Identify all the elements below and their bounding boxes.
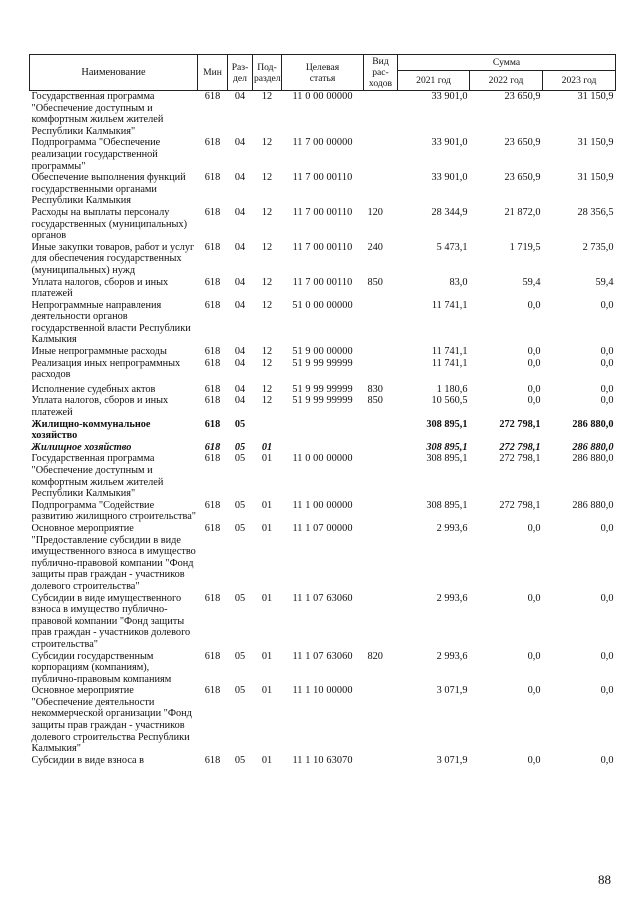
row-target-article: 51 9 99 99999	[292, 357, 353, 369]
header-target-article	[282, 55, 364, 91]
table-row	[30, 358, 616, 381]
row-sum-2022: 23 650,9	[504, 137, 541, 149]
table-row	[30, 395, 616, 418]
row-name: Жилищное хозяйство	[31, 441, 132, 453]
row-section: 04	[234, 346, 246, 358]
row-sum-2023: 0,0	[600, 592, 614, 604]
row-target-article: 51 9 00 00000	[292, 346, 353, 358]
row-sum-2021: 11 741,1	[431, 357, 468, 369]
row-ministry: 618	[204, 357, 221, 369]
row-expense-type	[364, 755, 398, 767]
row-sum-2023: 0,0	[600, 685, 614, 697]
row-sum-2021: 11 741,1	[431, 346, 468, 358]
row-sum-2021: 1 180,6	[436, 383, 468, 395]
row-sum-2023: 0,0	[600, 754, 614, 766]
row-name: Жилищно-коммунальное хозяйство	[31, 418, 151, 442]
row-target-article: 51 9 99 99999	[292, 383, 353, 395]
row-sum-2022: 0,0	[527, 592, 541, 604]
row-sum-2022: 23 650,9	[504, 172, 541, 184]
row-section: 05	[234, 441, 246, 453]
row-sum-2021: 33 901,0	[431, 91, 468, 102]
row-target-article: 11 1 10 63070	[292, 754, 353, 766]
row-ministry: 618	[204, 754, 221, 766]
row-subsection: 12	[261, 357, 273, 369]
row-subsection: 12	[261, 206, 273, 218]
row-sum-2021: 83,0	[449, 276, 468, 288]
row-sum-2023: 0,0	[600, 522, 614, 534]
table-row	[30, 755, 616, 767]
row-sum-2022: 1 719,5	[509, 241, 541, 253]
row-expense-type	[364, 453, 398, 499]
row-target-article: 11 1 10 00000	[292, 685, 353, 697]
table-row	[30, 593, 616, 651]
row-sum-2022: 0,0	[527, 650, 541, 662]
table-row	[30, 277, 616, 300]
row-subsection: 01	[261, 592, 273, 604]
row-expense-type: 850	[367, 395, 383, 407]
table-row	[30, 523, 616, 593]
row-sum-2023: 31 150,9	[577, 91, 614, 102]
row-sum-2022: 0,0	[527, 685, 541, 697]
row-expense-type	[364, 172, 398, 207]
row-target-article: 11 7 00 00110	[292, 206, 353, 218]
header-name: Наименование	[30, 55, 198, 91]
header-year-2023: 2023 год	[543, 71, 616, 91]
row-name: Основное мероприятие "Предоставление субсидии в виде имущественного взноса в имущество публично-правовой компании "Фонд защиты прав граждан - участников долевого строительства"	[31, 522, 196, 592]
row-section: 04	[234, 137, 246, 149]
row-sum-2023: 2 735,0	[582, 241, 614, 253]
header-target-article-label: Целевая статья	[305, 61, 340, 84]
header-sum: Сумма	[398, 55, 616, 71]
row-section: 04	[234, 299, 246, 311]
row-expense-type	[364, 442, 398, 454]
row-target-article: 51 9 99 99999	[292, 395, 353, 407]
row-sum-2023: 31 150,9	[577, 137, 614, 149]
row-expense-type	[364, 419, 398, 442]
row-target-article: 11 1 07 00000	[292, 522, 353, 534]
row-sum-2023: 286 880,0	[572, 441, 614, 453]
row-subsection: 12	[261, 137, 273, 149]
row-sum-2021: 5 473,1	[436, 241, 468, 253]
row-name: Государственная программа "Обеспечение доступным и комфортным жильем жителей Республики Калмыкия"	[31, 453, 164, 500]
row-section: 04	[234, 241, 246, 253]
table-row	[30, 442, 616, 454]
row-name: Субсидии государственным корпорациям (компаниям), публично-правовым компаниям	[31, 650, 172, 685]
row-sum-2023: 0,0	[600, 395, 614, 407]
header-razdel-label: Раз- дел	[231, 61, 249, 84]
row-subsection: 12	[261, 172, 273, 184]
table-row	[30, 500, 616, 523]
row-ministry: 618	[204, 499, 221, 511]
row-sum-2021: 28 344,9	[431, 206, 468, 218]
row-ministry: 618	[204, 299, 221, 311]
row-sum-2021: 308 895,1	[426, 453, 468, 465]
row-name: Государственная программа "Обеспечение доступным и комфортным жильем жителей Республики Калмыкия"	[31, 91, 164, 137]
row-sum-2023: 0,0	[600, 650, 614, 662]
header-expense-type	[364, 55, 398, 91]
row-sum-2022: 21 872,0	[504, 206, 541, 218]
row-subsection: 12	[261, 241, 273, 253]
row-ministry: 618	[204, 685, 221, 697]
row-target-article: 11 7 00 00110	[292, 276, 353, 288]
table-row	[30, 419, 616, 442]
row-name: Субсидии в виде взноса в	[31, 754, 145, 766]
row-sum-2022: 0,0	[527, 522, 541, 534]
row-target-article: 11 7 00 00000	[292, 137, 353, 149]
row-name: Субсидии в виде имущественного взноса в имущество публично-правовой компании "Фонд защиты прав граждан - участников долевого строительства"	[31, 592, 191, 650]
row-ministry: 618	[204, 137, 221, 149]
row-expense-type: 850	[367, 276, 383, 288]
row-expense-type: 240	[367, 241, 383, 253]
row-ministry: 618	[204, 453, 221, 465]
row-sum-2022: 0,0	[527, 299, 541, 311]
row-sum-2021: 2 993,6	[436, 650, 468, 662]
row-expense-type	[364, 685, 398, 755]
row-expense-type	[364, 523, 398, 593]
row-sum-2023: 0,0	[600, 346, 614, 358]
row-sum-2021: 308 895,1	[426, 418, 468, 430]
row-section: 04	[234, 91, 246, 102]
row-sum-2021: 33 901,0	[431, 137, 468, 149]
row-expense-type	[364, 358, 398, 381]
row-target-article: 51 0 00 00000	[292, 299, 353, 311]
row-subsection: 12	[261, 91, 273, 102]
header-podrazdel-label: Под- раздел	[254, 61, 281, 84]
row-name: Иные непрограммные расходы	[31, 346, 167, 358]
row-target-article: 11 0 00 00000	[292, 453, 353, 465]
row-expense-type	[364, 300, 398, 346]
row-section: 04	[234, 357, 246, 369]
row-sum-2023: 286 880,0	[572, 453, 614, 465]
row-sum-2022: 272 798,1	[499, 418, 541, 430]
row-ministry: 618	[204, 441, 221, 453]
row-ministry: 618	[204, 241, 221, 253]
table-row	[30, 300, 616, 346]
row-subsection: 12	[261, 346, 273, 358]
header-year-2021: 2021 год	[398, 71, 470, 91]
row-target-article: 11 7 00 00110	[292, 172, 353, 184]
row-ministry: 618	[204, 346, 221, 358]
row-sum-2023: 0,0	[600, 383, 614, 395]
row-name: Расходы на выплаты персоналу государственных (муниципальных) органов	[31, 206, 188, 242]
row-target-article: 11 1 07 63060	[292, 592, 353, 604]
row-sum-2023: 0,0	[600, 357, 614, 369]
row-section: 04	[234, 276, 246, 288]
table-body	[30, 91, 616, 767]
row-name: Исполнение судебных актов	[31, 383, 156, 395]
row-sum-2022: 23 650,9	[504, 91, 541, 102]
row-name: Подпрограмма "Содействие развитию жилищного строительства"	[31, 499, 196, 523]
row-expense-type: 830	[367, 383, 383, 395]
row-subsection: 01	[261, 441, 273, 453]
row-section: 04	[234, 383, 246, 395]
row-sum-2023: 286 880,0	[572, 499, 614, 511]
row-expense-type	[364, 500, 398, 523]
table-row	[30, 651, 616, 686]
row-section: 05	[234, 499, 246, 511]
row-subsection: 01	[261, 522, 273, 534]
table-row	[30, 685, 616, 755]
table-header	[30, 55, 616, 91]
row-sum-2021: 10 560,5	[431, 395, 468, 407]
row-name: Уплата налогов, сборов и иных платежей	[31, 395, 169, 419]
row-expense-type	[364, 346, 398, 358]
row-sum-2021: 3 071,9	[436, 685, 468, 697]
row-expense-type: 820	[367, 650, 383, 662]
row-subsection: 12	[261, 395, 273, 407]
row-name: Иные закупки товаров, работ и услуг для обеспечения государственных (муниципальных) нужд	[31, 241, 195, 276]
row-ministry: 618	[204, 172, 221, 184]
row-name: Подпрограмма "Обеспечение реализации государственной программы"	[31, 137, 161, 172]
row-sum-2021: 2 993,6	[436, 522, 468, 534]
row-section: 05	[234, 592, 246, 604]
row-section: 05	[234, 754, 246, 766]
header-min: Мин	[198, 55, 228, 91]
row-subsection: 01	[261, 650, 273, 662]
page-number: 88	[598, 872, 611, 887]
row-section: 04	[234, 395, 246, 407]
row-ministry: 618	[204, 383, 221, 395]
row-section: 05	[234, 650, 246, 662]
row-sum-2021: 308 895,1	[426, 441, 468, 453]
row-ministry: 618	[204, 592, 221, 604]
row-expense-type	[364, 91, 398, 138]
row-name: Обеспечение выполнения функций государственными органами Республики Калмыкия	[31, 172, 186, 207]
row-sum-2021: 2 993,6	[436, 592, 468, 604]
row-section: 05	[234, 453, 246, 465]
row-sum-2023: 0,0	[600, 299, 614, 311]
table-row	[30, 242, 616, 277]
row-section: 05	[234, 522, 246, 534]
row-target-article	[282, 442, 364, 454]
row-sum-2021: 308 895,1	[426, 499, 468, 511]
row-ministry: 618	[204, 91, 221, 102]
row-sum-2023: 59,4	[595, 276, 614, 288]
row-target-article	[282, 419, 364, 442]
row-ministry: 618	[204, 418, 221, 430]
table-row	[30, 172, 616, 207]
row-sum-2022: 272 798,1	[499, 441, 541, 453]
row-sum-2022: 0,0	[527, 754, 541, 766]
row-sum-2022: 0,0	[527, 357, 541, 369]
row-sum-2022: 0,0	[527, 346, 541, 358]
table-row	[30, 91, 616, 138]
row-name: Основное мероприятие "Обеспечение деятельности некоммерческой организации "Фонд защиты прав граждан - участников долевого строительства Республики Калмыкия"	[31, 685, 192, 755]
row-section: 04	[234, 206, 246, 218]
row-ministry: 618	[204, 276, 221, 288]
header-expense-type-label: Вид рас- ходов	[368, 56, 393, 89]
row-expense-type	[364, 137, 398, 172]
table-row	[30, 381, 616, 396]
header-podrazdel	[253, 55, 282, 91]
row-subsection: 01	[261, 754, 273, 766]
row-sum-2023: 28 356,5	[577, 206, 614, 218]
row-ministry: 618	[204, 650, 221, 662]
row-ministry: 618	[204, 522, 221, 534]
table-row	[30, 453, 616, 499]
row-sum-2023: 286 880,0	[572, 418, 614, 430]
row-target-article: 11 1 07 63060	[292, 650, 353, 662]
row-sum-2022: 0,0	[527, 395, 541, 407]
row-target-article: 11 7 00 00110	[292, 241, 353, 253]
row-sum-2021: 33 901,0	[431, 172, 468, 184]
row-subsection: 12	[261, 299, 273, 311]
header-razdel	[228, 55, 253, 91]
row-expense-type	[364, 593, 398, 651]
row-name: Уплата налогов, сборов и иных платежей	[31, 276, 169, 300]
row-sum-2021: 3 071,9	[436, 754, 468, 766]
row-subsection: 01	[261, 499, 273, 511]
row-sum-2022: 272 798,1	[499, 499, 541, 511]
row-section: 05	[234, 418, 246, 430]
row-sum-2022: 59,4	[522, 276, 541, 288]
row-ministry: 618	[204, 206, 221, 218]
row-target-article: 11 1 00 00000	[292, 499, 353, 511]
row-sum-2022: 0,0	[527, 383, 541, 395]
table-row	[30, 137, 616, 172]
row-subsection: 12	[261, 383, 273, 395]
row-subsection: 12	[261, 276, 273, 288]
budget-table	[29, 54, 616, 766]
row-subsection	[253, 419, 282, 442]
row-name: Непрограммные направления деятельности органов государственной власти Республики Калмыкия	[31, 299, 191, 346]
row-ministry: 618	[204, 395, 221, 407]
table-row	[30, 346, 616, 358]
table-row	[30, 207, 616, 242]
row-expense-type: 120	[367, 206, 383, 218]
row-section: 05	[234, 685, 246, 697]
row-sum-2021: 11 741,1	[431, 299, 468, 311]
budget-document	[29, 54, 615, 766]
row-target-article: 11 0 00 00000	[292, 91, 353, 102]
row-subsection: 01	[261, 453, 273, 465]
row-name: Реализация иных непрограммных расходов	[31, 357, 181, 381]
header-year-2022: 2022 год	[470, 71, 543, 91]
row-subsection: 01	[261, 685, 273, 697]
row-sum-2022: 272 798,1	[499, 453, 541, 465]
row-section: 04	[234, 172, 246, 184]
row-sum-2023: 31 150,9	[577, 172, 614, 184]
